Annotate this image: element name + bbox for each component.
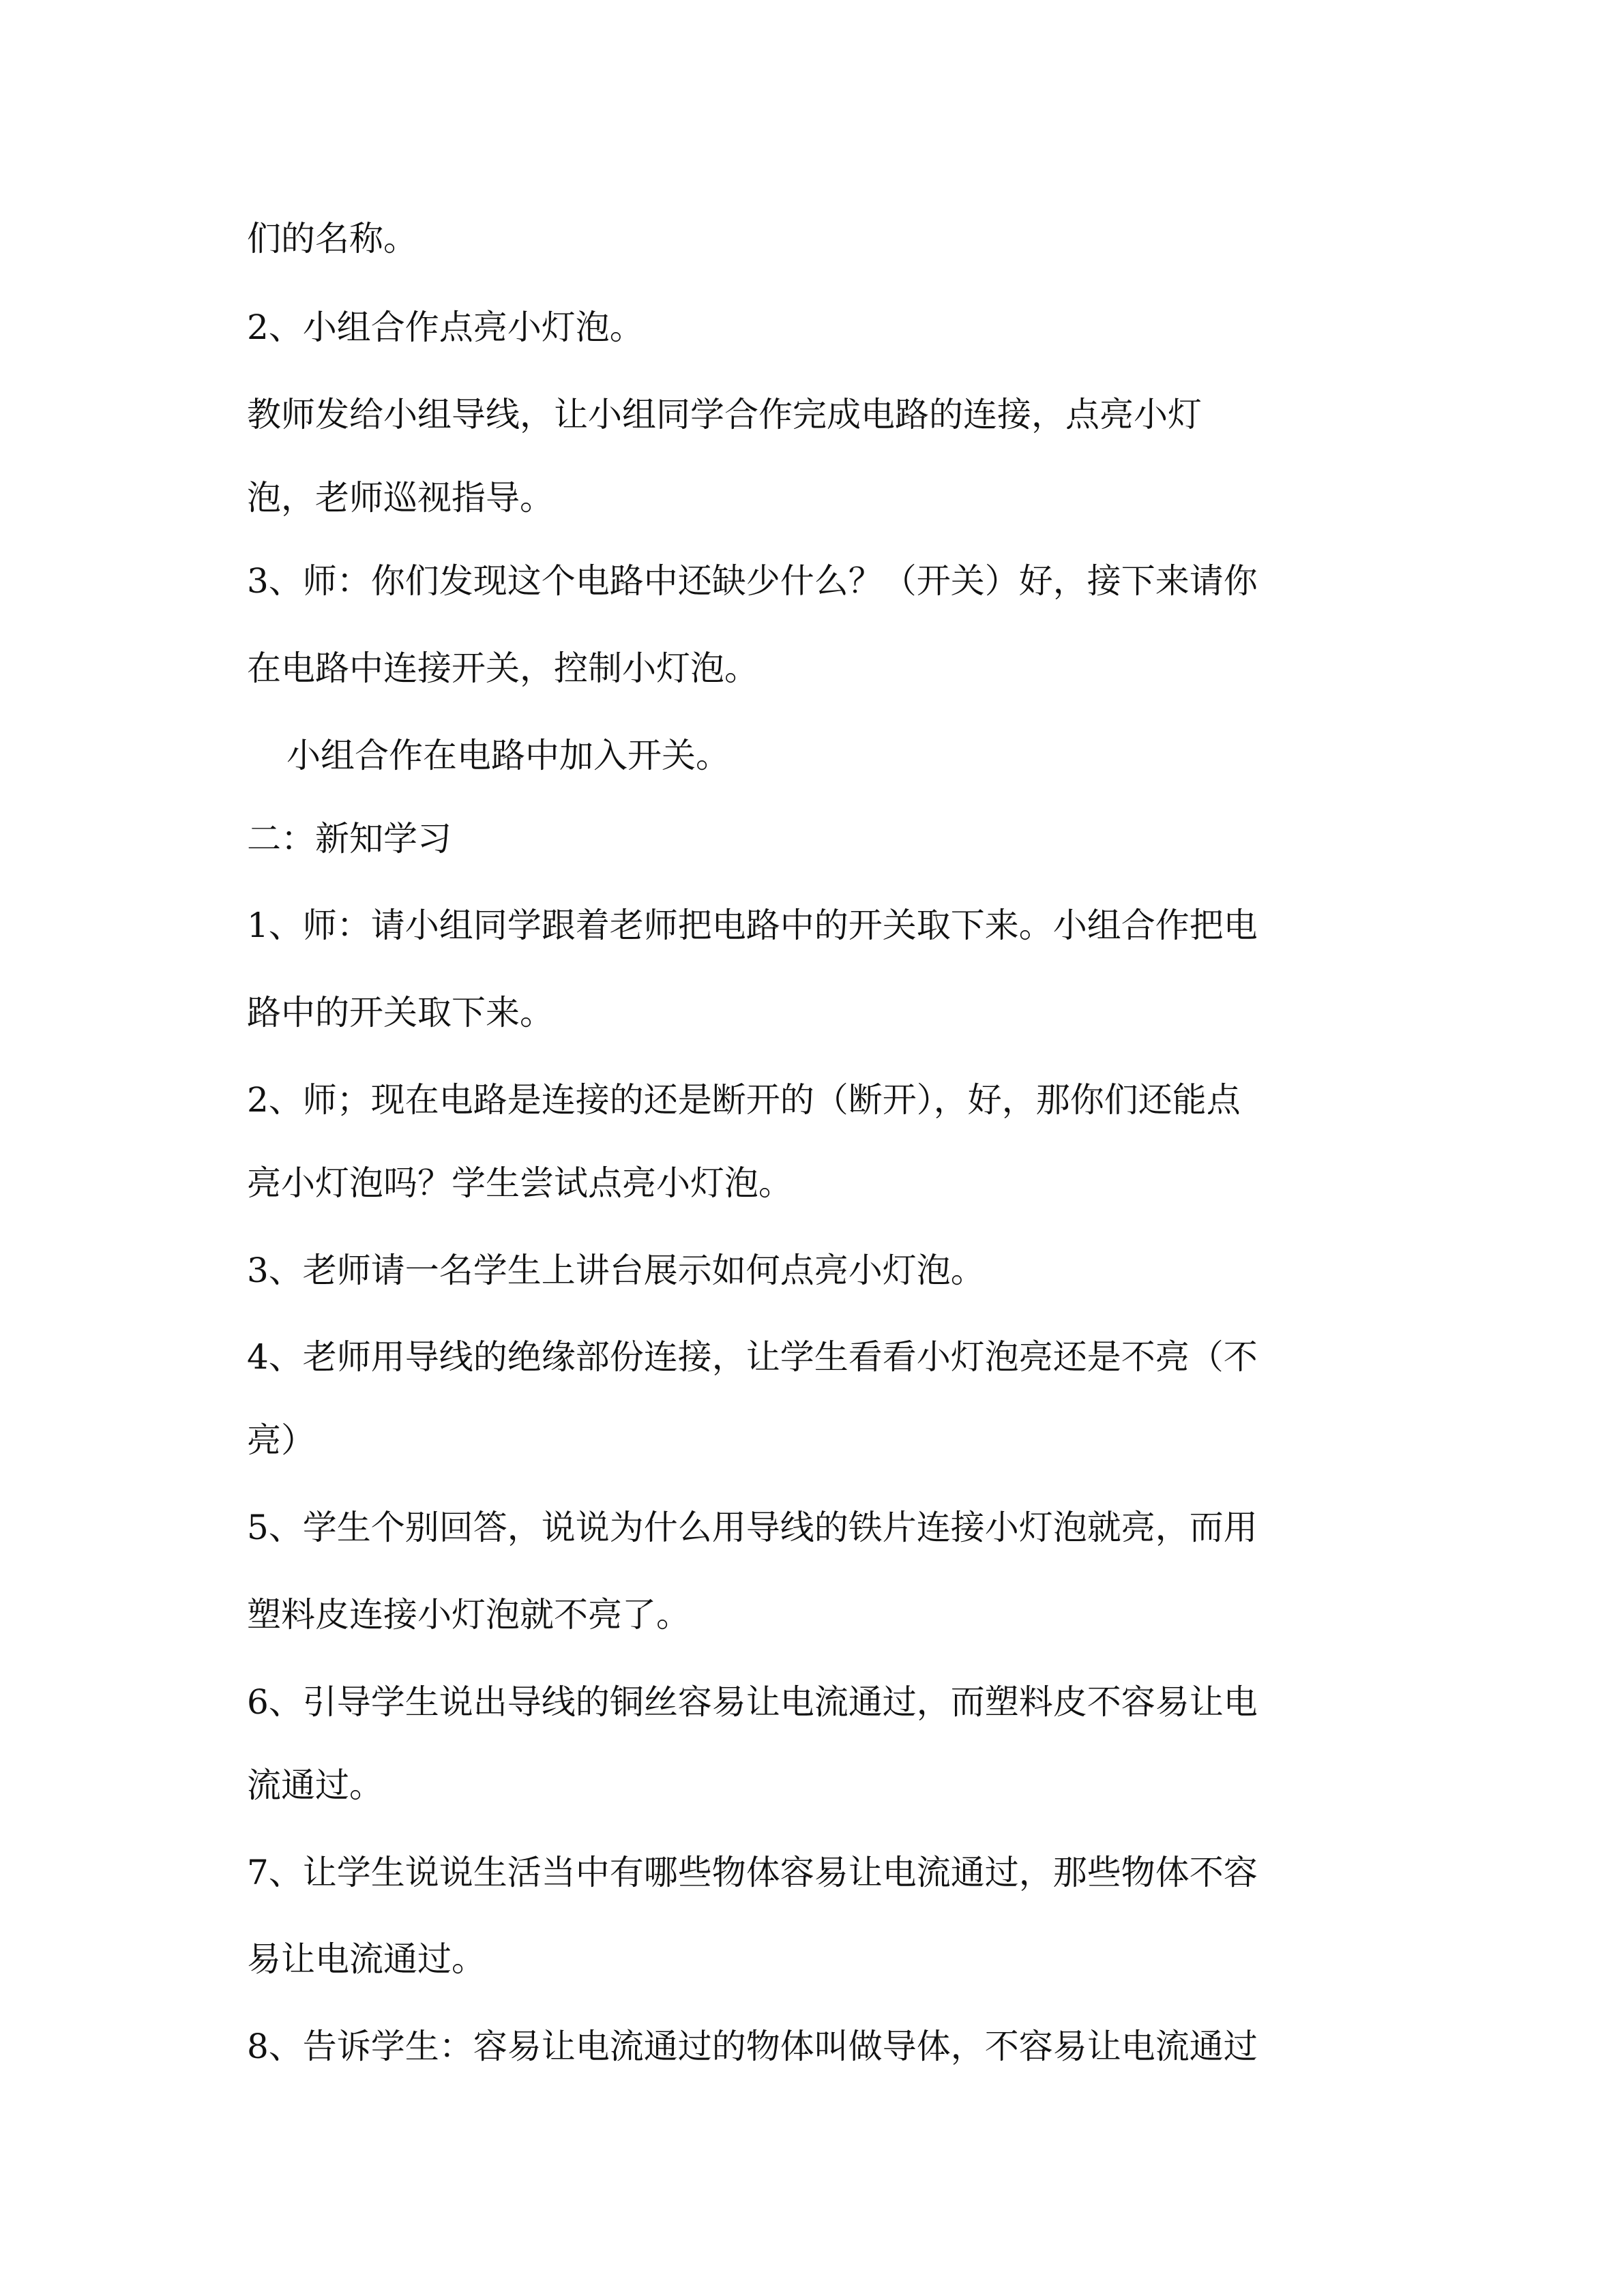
- text-line: 教师发给小组导线，让小组同学合作完成电路的连接，点亮小灯: [247, 395, 1202, 434]
- text-line: 流通过。: [247, 1765, 383, 1805]
- text-line: 塑料皮连接小灯泡就不亮了。: [247, 1595, 690, 1635]
- text-line: 6、引导学生说出导线的铜丝容易让电流通过，而塑料皮不容易让电: [247, 1682, 1258, 1722]
- text-line: 3、老师请一名学生上讲台展示如何点亮小灯泡。: [247, 1251, 985, 1290]
- text-line: 们的名称。: [247, 219, 417, 258]
- text-line: 7、让学生说说生活当中有哪些物体容易让电流通过，那些物体不容: [247, 1853, 1258, 1892]
- text-line: 路中的开关取下来。: [247, 993, 554, 1032]
- text-line: 亮）: [247, 1420, 315, 1460]
- text-line: 易让电流通过。: [247, 1939, 486, 1979]
- text-line: 小组合作在电路中加入开关。: [286, 736, 730, 775]
- text-line: 5、学生个别回答，说说为什么用导线的铁片连接小灯泡就亮，而用: [247, 1508, 1258, 1547]
- text-line: 1、师：请小组同学跟着老师把电路中的开关取下来。小组合作把电: [247, 906, 1258, 945]
- text-line: 8、告诉学生：容易让电流通过的物体叫做导体，不容易让电流通过: [247, 2027, 1258, 2066]
- text-line: 3、师：你们发现这个电路中还缺少什么？（开关）好，接下来请你: [247, 561, 1258, 601]
- section-heading: 二：新知学习: [247, 819, 452, 859]
- text-line: 2、师；现在电路是连接的还是断开的（断开），好，那你们还能点: [247, 1080, 1241, 1120]
- text-line: 在电路中连接开关，控制小灯泡。: [247, 648, 758, 688]
- text-line: 亮小灯泡吗？学生尝试点亮小灯泡。: [247, 1163, 793, 1203]
- text-line: 泡，老师巡视指导。: [247, 478, 554, 518]
- text-line: 4、老师用导线的绝缘部份连接，让学生看看小灯泡亮还是不亮（不: [247, 1337, 1258, 1377]
- text-line: 2、小组合作点亮小灯泡。: [247, 308, 644, 347]
